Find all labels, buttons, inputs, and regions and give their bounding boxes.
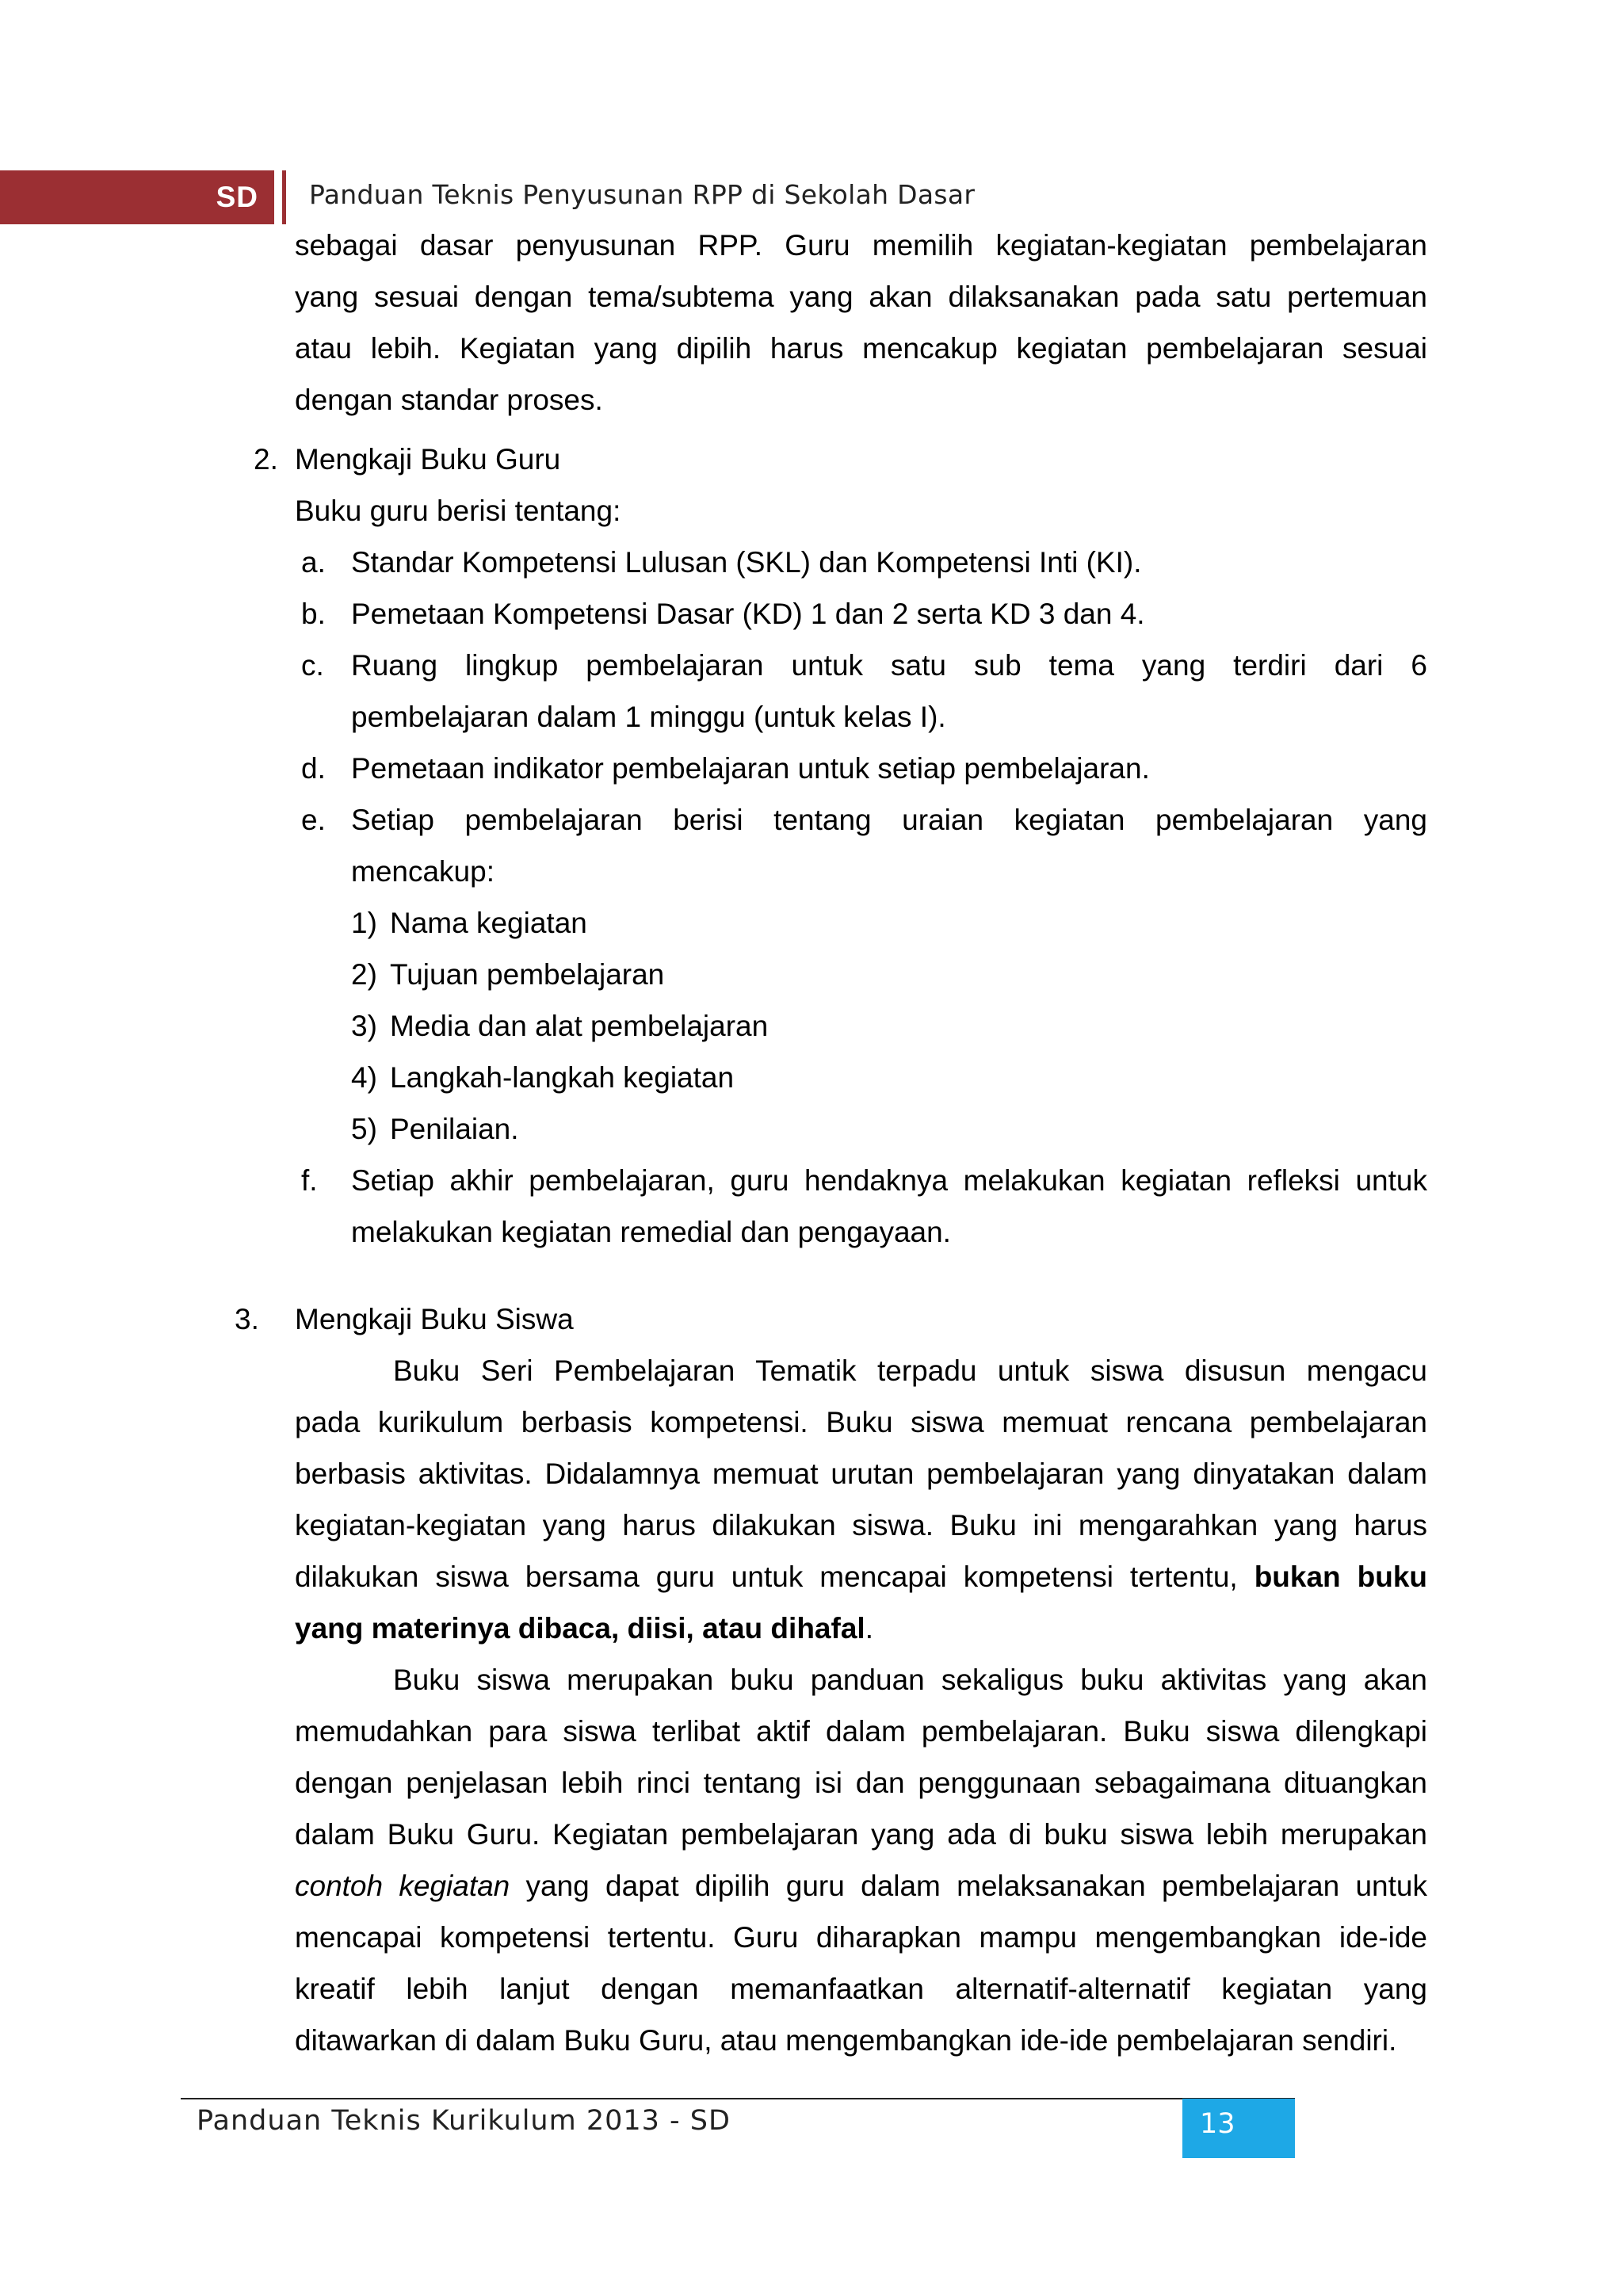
sublist-marker: 1) xyxy=(351,907,377,939)
list-item: Setiap pembelajaran berisi tentang uraian kegiatan pembelajaran yang xyxy=(351,804,1427,836)
sublist-marker: 5) xyxy=(351,1113,377,1145)
section2-number: 2. xyxy=(254,443,278,476)
paragraph-line: ditawarkan di dalam Buku Guru, atau mengembangkan ide-ide pembelajaran sendiri. xyxy=(295,2024,1397,2057)
header-band xyxy=(0,170,274,224)
sublist-marker: 2) xyxy=(351,958,377,991)
paragraph-line: kegiatan-kegiatan yang harus dilakukan siswa. Buku ini mengarahkan yang harus xyxy=(295,1509,1427,1541)
sublist-item: Media dan alat pembelajaran xyxy=(390,1010,769,1042)
paragraph-text: . xyxy=(865,1612,873,1645)
paragraph-line: dalam Buku Guru. Kegiatan pembelajaran yang ada di buku siswa lebih merupakan xyxy=(295,1818,1427,1851)
list-item-continuation: melakukan kegiatan remedial dan pengayaan. xyxy=(351,1216,951,1248)
footer-title: Panduan Teknis Kurikulum 2013 - SD xyxy=(197,2105,731,2137)
section2-title: Mengkaji Buku Guru xyxy=(295,443,561,476)
paragraph-line xyxy=(295,1860,1427,1912)
paragraph-line: kreatif lebih lanjut dengan memanfaatkan alternatif-alternatif kegiatan yang xyxy=(295,1973,1427,2005)
page-number-box xyxy=(1182,2099,1295,2158)
paragraph-line xyxy=(295,1603,873,1654)
italic-emphasis: contoh kegiatan xyxy=(295,1870,510,1902)
sublist-marker: 4) xyxy=(351,1061,377,1094)
bold-emphasis: bukan buku xyxy=(1254,1561,1428,1593)
paragraph-line: memudahkan para siswa terlibat aktif dalam pembelajaran. Buku siswa dilengkapi xyxy=(295,1715,1427,1748)
sublist-item: Nama kegiatan xyxy=(390,907,587,939)
list-marker: b. xyxy=(301,598,326,630)
sublist-item: Penilaian. xyxy=(390,1113,519,1145)
page-number: 13 xyxy=(1200,2108,1235,2140)
paragraph-line: Buku Seri Pembelajaran Tematik terpadu untuk siswa disusun mengacu xyxy=(393,1354,1427,1387)
paragraph-line xyxy=(295,1551,1427,1603)
paragraph-line: dengan penjelasan lebih rinci tentang isi dan penggunaan sebagaimana dituangkan xyxy=(295,1767,1427,1799)
section2-lead: Buku guru berisi tentang: xyxy=(295,495,621,527)
intro-line: yang sesuai dengan tema/subtema yang akan dilaksanakan pada satu pertemuan xyxy=(295,281,1427,313)
list-item-continuation: mencakup: xyxy=(351,855,495,888)
intro-line: atau lebih. Kegiatan yang dipilih harus mencakup kegiatan pembelajaran sesuai xyxy=(295,332,1427,365)
list-marker: f. xyxy=(301,1164,318,1197)
list-marker: e. xyxy=(301,804,326,836)
footer-divider xyxy=(181,2098,1295,2099)
list-item: Pemetaan indikator pembelajaran untuk setiap pembelajaran. xyxy=(351,752,1150,785)
list-marker: d. xyxy=(301,752,326,785)
section3-title: Mengkaji Buku Siswa xyxy=(295,1303,574,1335)
bold-emphasis: yang materinya dibaca, diisi, atau dihafal xyxy=(295,1612,865,1645)
list-marker: a. xyxy=(301,546,326,579)
header-label: SD xyxy=(216,181,258,213)
list-marker: c. xyxy=(301,649,324,682)
paragraph-line: Buku siswa merupakan buku panduan sekaligus buku aktivitas yang akan xyxy=(393,1664,1427,1696)
intro-line: sebagai dasar penyusunan RPP. Guru memilih kegiatan-kegiatan pembelajaran xyxy=(295,229,1427,262)
paragraph-line: pada kurikulum berbasis kompetensi. Buku siswa memuat rencana pembelajaran xyxy=(295,1406,1427,1438)
list-item-continuation: pembelajaran dalam 1 minggu (untuk kelas I). xyxy=(351,701,946,733)
sublist-item: Langkah-langkah kegiatan xyxy=(390,1061,735,1094)
paragraph-line: berbasis aktivitas. Didalamnya memuat urutan pembelajaran yang dinyatakan dalam xyxy=(295,1457,1427,1490)
section3-number: 3. xyxy=(235,1303,259,1335)
sublist-item: Tujuan pembelajaran xyxy=(390,958,665,991)
list-item: Standar Kompetensi Lulusan (SKL) dan Kompetensi Inti (KI). xyxy=(351,546,1142,579)
header-divider xyxy=(282,170,286,224)
paragraph-line: mencapai kompetensi tertentu. Guru diharapkan mampu mengembangkan ide-ide xyxy=(295,1921,1427,1954)
intro-line: dengan standar proses. xyxy=(295,384,603,416)
list-item: Setiap akhir pembelajaran, guru hendaknya melakukan kegiatan refleksi untuk xyxy=(351,1164,1427,1197)
list-item: Pemetaan Kompetensi Dasar (KD) 1 dan 2 serta KD 3 dan 4. xyxy=(351,598,1145,630)
paragraph-text: dilakukan siswa bersama guru untuk mencapai kompetensi tertentu, xyxy=(295,1561,1238,1593)
sublist-marker: 3) xyxy=(351,1010,377,1042)
header-title: Panduan Teknis Penyusunan RPP di Sekolah Dasar xyxy=(309,179,976,210)
paragraph-text: yang dapat dipilih guru dalam melaksanakan pembelajaran untuk xyxy=(525,1870,1427,1902)
list-item: Ruang lingkup pembelajaran untuk satu sub tema yang terdiri dari 6 xyxy=(351,649,1427,682)
